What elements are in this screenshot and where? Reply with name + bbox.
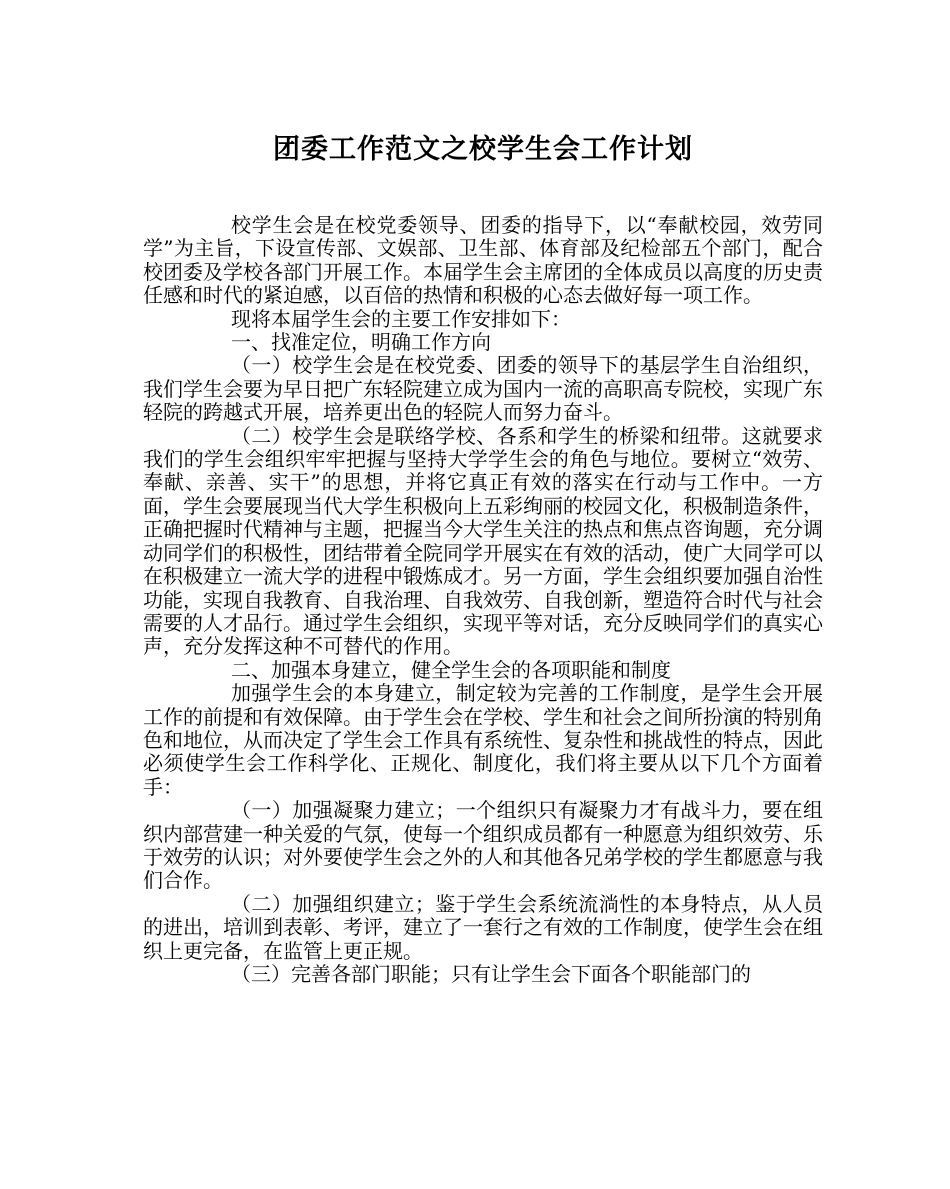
document-page (143, 130, 823, 986)
paragraph-2-intro: 加强学生会的本身建立，制定较为完善的工作制度，是学生会开展工作的前提和有效保障。由于学生会在学校、学生和社会之间所扮演的特别角色和地位，从而决定了学生会工作具有系统性、复杂性和挑战性的特点，因此必须使学生会工作科学化、正规化、制度化，我们将主要从以下几个方面着手： (143, 681, 823, 799)
section-heading-2: 二、加强本身建立，健全学生会的各项职能和制度 (231, 657, 671, 682)
paragraph-arrangement: 现将本届学生会的主要工作安排如下： (231, 306, 571, 331)
document-body (143, 214, 823, 986)
paragraph-1-1: （一）校学生会是在校党委、团委的领导下的基层学生自治组织，我们学生会要为早日把广东轻院建立成为国内一流的高职高专院校，实现广东轻院的跨越式开展，培养更出色的轻院人而努力奋斗。 (143, 353, 823, 425)
section-heading-1: 一、找准定位，明确工作方向 (231, 330, 491, 355)
paragraph-2-2: （二）加强组织建立；鉴于学生会系统流淌性的本身特点，从人员的进出，培训到表彰、考评，建立了一套行之有效的工作制度，使学生会在组织上更完备，在监管上更正规。 (143, 891, 823, 963)
paragraph-2-3: （三）完善各部门职能；只有让学生会下面各个职能部门的 (231, 962, 751, 986)
document-title: 团委工作范文之校学生会工作计划 (273, 134, 693, 165)
paragraph-2-1: （一）加强凝聚力建立；一个组织只有凝聚力才有战斗力，要在组织内部营建一种关爱的气氛，使每一个组织成员都有一种愿意为组织效劳、乐于效劳的认识；对外要使学生会之外的人和其他各兄弟学校的学生都愿意与我们合作。 (143, 798, 823, 893)
paragraph-1-2: （二）校学生会是联络学校、各系和学生的桥梁和纽带。这就要求我们的学生会组织牢牢把握与坚持大学学生会的角色与地位。要树立“效劳、奉献、亲善、实干”的思想，并将它真正有效的落实在行动与工作中。一方面，学生会要展现当代大学生积极向上五彩绚丽的校园文化，积极制造条件，正确把握时代精神与主题，把握当今大学生关注的热点和焦点咨询题，充分调动同学们的积极性，团结带着全院同学开展实在有效的活动，使广大同学可以在积极建立一流大学的进程中锻炼成才。另一方面，学生会组织要加强自治性功能，实现自我教育、自我治理、自我效劳、自我创新，塑造符合时代与社会需要的人才品行。通过学生会组织，实现平等对话，充分反映同学们的真实心声，充分发挥这种不可替代的作用。 (143, 423, 823, 659)
paragraph-intro: 校学生会是在校党委领导、团委的指导下，以“奉献校园，效劳同学”为主旨，下设宣传部、文娱部、卫生部、体育部及纪检部五个部门，配合校团委及学校各部门开展工作。本届学生会主席团的全体成员以高度的历史责任感和时代的紧迫感，以百倍的热情和积极的心态去做好每一项工作。 (143, 213, 823, 308)
